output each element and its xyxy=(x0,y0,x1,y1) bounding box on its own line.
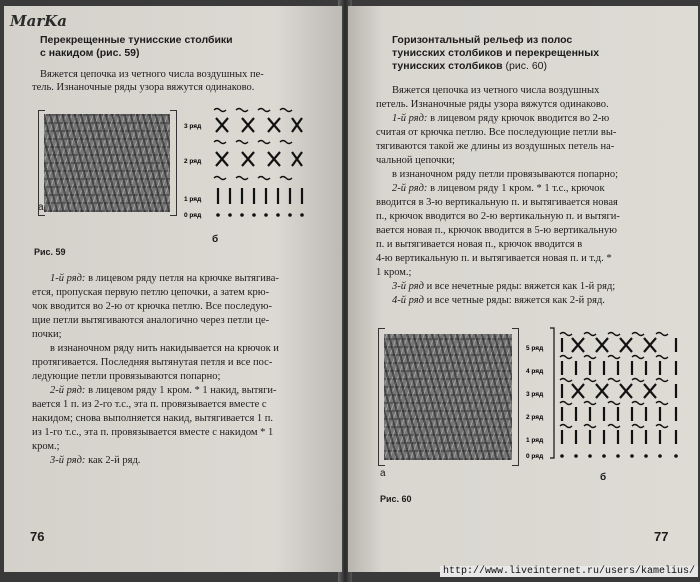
left-para3-l4: из 1-го т.с., эта п. провязывается вместе с накидом * 1 xyxy=(32,427,274,438)
figure-59-label-a: а xyxy=(38,202,44,213)
left-para2-line1: в изнаночном ряду нить накидывается на крючок и xyxy=(50,343,279,354)
swatch60-bracket-right xyxy=(512,328,519,466)
source-url-watermark: http://www.liveinternet.ru/users/kamelius/ xyxy=(440,566,698,577)
para3-line1-text: в лицевом ряду 1 кром. * 1 накид, вытяги- xyxy=(85,385,277,396)
left-para3-l3: накидом; снова выполняется накид, вытягивается 1 п. xyxy=(32,413,274,424)
right-heading-line3-rest: (рис. 60) xyxy=(502,60,548,72)
left-para2-l3: ледующие петли провязываются попарно; xyxy=(32,371,221,382)
right-heading-line3-bold: тунисских столбиков xyxy=(392,60,503,72)
left-para2-l2: протягивается. Последняя вытянутая петля и все пос- xyxy=(32,357,273,368)
left-para1-l2: ется, пропуская первую петлю цепочки, а затем крю- xyxy=(32,287,270,298)
figure-60-caption: Рис. 60 xyxy=(380,494,412,504)
left-para3-l5: кром.; xyxy=(32,441,60,452)
right-row2-l6: 4-ю вертикальную п. и вытягивается новая п. и т.д. * xyxy=(376,253,612,264)
para4-text: как 2-й ряд. xyxy=(85,455,141,466)
right-row2-l3: п., крючок вводится во 2-ю вертикальную п. и вытяги- xyxy=(376,211,620,222)
right-row2-l4: вается новая п., крючок вводится в 5-ю вертикальную xyxy=(376,225,618,236)
figure-60-label-a: а xyxy=(380,468,386,479)
left-intro-line2: тель. Изнаночные ряды узора вяжутся одинаково. xyxy=(32,82,255,93)
para1-lead: 1-й ряд: xyxy=(50,273,86,284)
chart59-row-label-0: 0 ряд xyxy=(184,212,202,219)
right-heading-line1: Горизонтальный рельеф из полос xyxy=(392,34,573,46)
right-intro-line1: Вяжется цепочка из четного числа воздушных xyxy=(392,85,600,96)
right-even-rows xyxy=(392,294,605,307)
left-intro-line1: Вяжется цепочка из четного числа воздушных пе- xyxy=(40,69,264,80)
chart60-stitches xyxy=(562,338,676,444)
right-heading-line3 xyxy=(392,60,547,73)
swatch-bracket-right xyxy=(170,110,177,216)
right-intro-line2: петель. Изнаночные ряды узора вяжутся одинаково. xyxy=(376,99,609,110)
brand-watermark: MarKa xyxy=(10,12,67,30)
row2-lead: 2-й ряд: xyxy=(392,183,428,194)
figure-59-caption: Рис. 59 xyxy=(34,247,66,257)
right-page xyxy=(348,6,698,572)
left-heading-line1: Перекрещенные тунисские столбики xyxy=(40,34,233,46)
right-row2-l5: п. и вытягивается новая п., крючок вводится в xyxy=(376,239,583,250)
knit-swatch-photo-60 xyxy=(384,334,512,460)
right-row1-l2: считая от крючка петлю. Все последующие петли вы- xyxy=(376,127,617,138)
right-row2-l2: вводится в 3-ю вертикальную п. и вытягивается новая xyxy=(376,197,618,208)
right-odd-rows xyxy=(392,280,615,293)
stitch-chart-59 xyxy=(184,106,314,226)
row1-line1-text: в лицевом ряду крючок вводится во 2-ю xyxy=(427,113,610,124)
left-para3-line1 xyxy=(50,384,277,397)
left-page xyxy=(4,6,342,572)
chart60-row-label-4: 4 ряд xyxy=(526,368,544,375)
left-para1-l4: щие петли вытягиваются аналогично через петли це- xyxy=(32,315,270,326)
left-para3-l2: вается 1 п. из 2-го т.с., эта п. провязывается вместе с xyxy=(32,399,267,410)
swatch60-bracket-left xyxy=(378,328,385,466)
chart60-row-label-5: 5 ряд xyxy=(526,345,544,352)
chart59-row-label-1: 1 ряд xyxy=(184,196,202,203)
chart60-row-label-3: 3 ряд xyxy=(526,391,544,398)
even-lead: 4-й ряд xyxy=(392,295,424,306)
chart60-row-label-0: 0 ряд xyxy=(526,453,544,460)
swatch-bracket-left xyxy=(38,110,45,216)
odd-text: и все нечетные ряды: вяжется как 1-й ряд; xyxy=(423,281,616,292)
para4-lead: 3-й ряд: xyxy=(50,455,86,466)
chart59-row-label-3: 3 ряд xyxy=(184,123,202,130)
row2-line1-text: в лицевом ряду 1 кром. * 1 т.с., крючок xyxy=(427,183,605,194)
chart59-row-label-2: 2 ряд xyxy=(184,158,202,165)
chart60-row-label-2: 2 ряд xyxy=(526,414,544,421)
left-page-number: 76 xyxy=(30,529,45,544)
even-text: и все четные ряды: вяжется как 2-й ряд. xyxy=(423,295,605,306)
right-row1-l3: тягиваются такой же длины из воздушных петель на- xyxy=(376,141,615,152)
knit-swatch-photo-59 xyxy=(44,114,170,212)
right-row1-line1 xyxy=(392,112,609,125)
right-heading-line2: тунисских столбиков и перекрещенных xyxy=(392,47,600,59)
left-para1-l3: чок вводится во 2-ю от крючка петлю. Все последую- xyxy=(32,301,272,312)
left-para1-l5: почки; xyxy=(32,329,62,340)
odd-lead: 3-й ряд xyxy=(392,281,424,292)
left-heading-line2: с накидом (рис. 59) xyxy=(40,47,140,59)
chart60-chain-dots xyxy=(560,454,678,458)
left-para4 xyxy=(50,454,140,467)
chart59-chain-dots xyxy=(216,213,304,217)
chart59-symbols xyxy=(214,109,302,205)
figure-60-label-b: б xyxy=(600,472,607,483)
para1-line1-text: в лицевом ряду петля на крючке вытягива- xyxy=(85,273,279,284)
stitch-chart-60 xyxy=(526,326,694,464)
row1-lead: 1-й ряд: xyxy=(392,113,428,124)
chart60-row-label-1: 1 ряд xyxy=(526,437,544,444)
right-row1b: в изнаночном ряду петли провязываются попарно; xyxy=(392,169,619,180)
left-para1-line1 xyxy=(50,272,279,285)
figure-59-label-b: б xyxy=(212,234,219,245)
right-page-number: 77 xyxy=(654,529,669,544)
right-row1-l4: чальной цепочки; xyxy=(376,155,455,166)
right-row2-l7: 1 кром.; xyxy=(376,267,412,278)
right-row2-line1 xyxy=(392,182,605,195)
para3-lead: 2-й ряд: xyxy=(50,385,86,396)
